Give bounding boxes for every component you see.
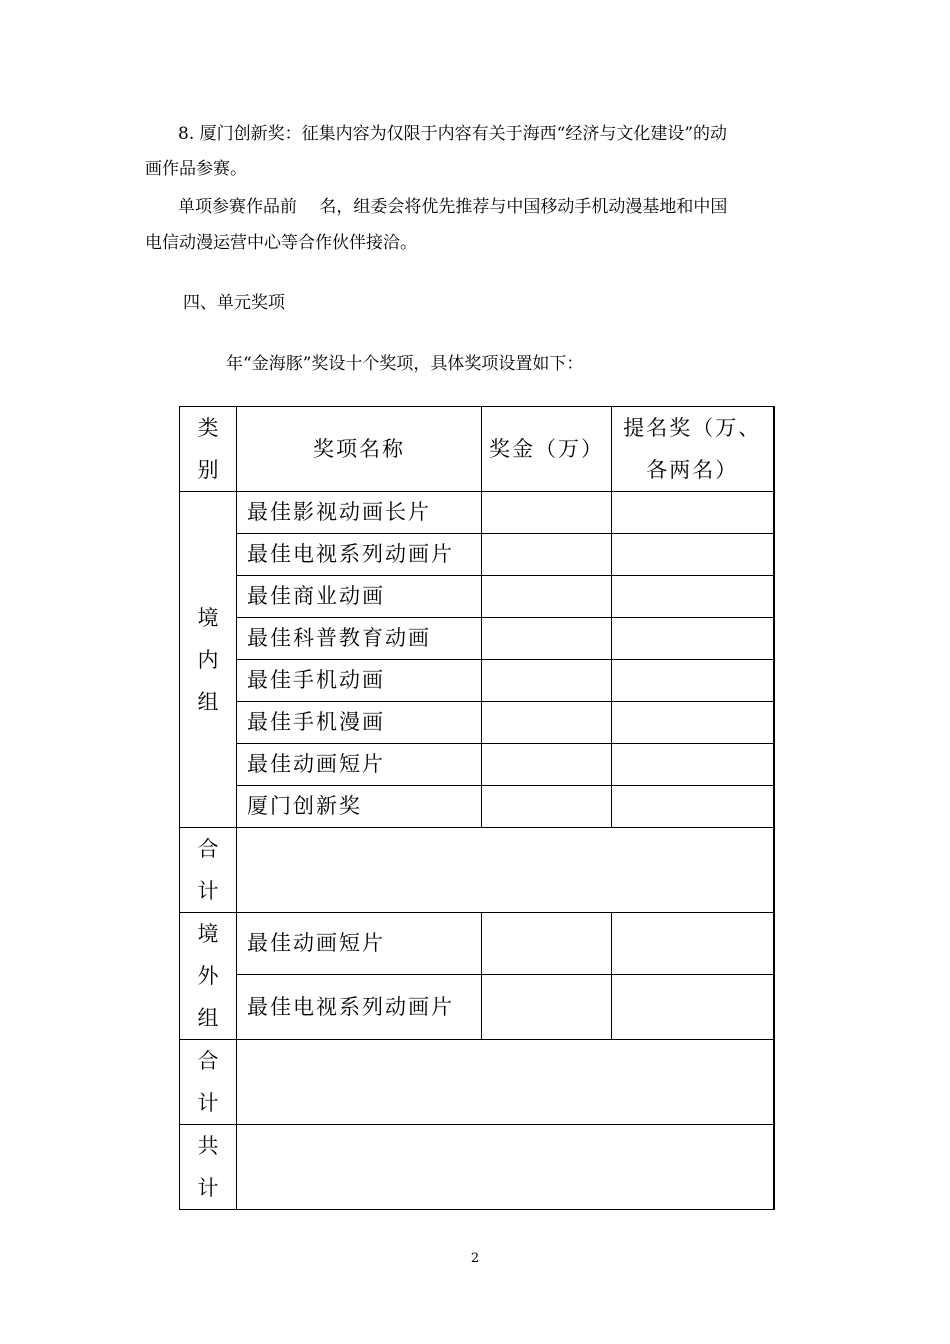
award-name: 最佳电视系列动画片 [237,534,482,576]
table-header-row [180,407,774,492]
prize-cell [482,975,612,1040]
table-row [180,492,774,534]
nomination-cell [612,786,774,828]
awards-table [179,406,775,1210]
paragraph-1-line-1: 8. 厦门创新奖：征集内容为仅限于内容有关于海西“经济与文化建设”的动 [178,124,728,144]
overseas-group-label: 境 外 组 [180,913,237,1040]
table-row [180,534,774,576]
table-row [180,618,774,660]
award-name: 最佳动画短片 [237,913,482,975]
prize-cell [482,702,612,744]
grand-total-label: 共 计 [180,1125,237,1210]
subtotal-value-cell [237,1040,774,1125]
table-row [180,913,774,975]
header-award-name: 奖项名称 [237,407,482,492]
header-category: 类 别 [180,407,237,492]
subtotal-value-cell [237,828,774,913]
paragraph-2-line-2: 电信动漫运营中心等合作伙伴接洽。 [145,233,417,253]
table-row [180,702,774,744]
award-name: 厦门创新奖 [237,786,482,828]
paragraph-1-line-2: 画作品参赛。 [145,159,247,179]
award-name: 最佳电视系列动画片 [237,975,482,1040]
nomination-cell [612,576,774,618]
prize-cell [482,492,612,534]
nomination-cell [612,744,774,786]
prize-cell [482,744,612,786]
subtotal-row [180,1040,774,1125]
nomination-cell [612,913,774,975]
nomination-cell [612,492,774,534]
award-name: 最佳科普教育动画 [237,618,482,660]
table-row [180,744,774,786]
domestic-group-label: 境 内 组 [180,492,237,828]
paragraph-2-line-1: 单项参赛作品前 名，组委会将优先推荐与中国移动手机动漫基地和中国 [178,197,728,217]
subtotal-label: 合 计 [180,828,237,913]
table-row [180,975,774,1040]
prize-cell [482,576,612,618]
grand-total-row [180,1125,774,1210]
intro-text: 年“金海豚”奖设十个奖项，具体奖项设置如下： [226,354,584,374]
header-prize: 奖金（万） [482,407,612,492]
award-name: 最佳商业动画 [237,576,482,618]
page-number: 2 [470,1251,480,1266]
award-name: 最佳手机动画 [237,660,482,702]
nomination-cell [612,702,774,744]
nomination-cell [612,534,774,576]
table-row [180,786,774,828]
prize-cell [482,660,612,702]
nomination-cell [612,660,774,702]
nomination-cell [612,975,774,1040]
table-row [180,576,774,618]
subtotal-row [180,828,774,913]
section-heading: 四、单元奖项 [183,293,285,313]
award-name: 最佳动画短片 [237,744,482,786]
prize-cell [482,534,612,576]
prize-cell [482,786,612,828]
grand-total-value-cell [237,1125,774,1210]
award-name: 最佳影视动画长片 [237,492,482,534]
prize-cell [482,913,612,975]
award-name: 最佳手机漫画 [237,702,482,744]
table-row [180,660,774,702]
subtotal-label: 合 计 [180,1040,237,1125]
nomination-cell [612,618,774,660]
prize-cell [482,618,612,660]
header-nomination: 提名奖（万、 各两名） [612,407,774,492]
